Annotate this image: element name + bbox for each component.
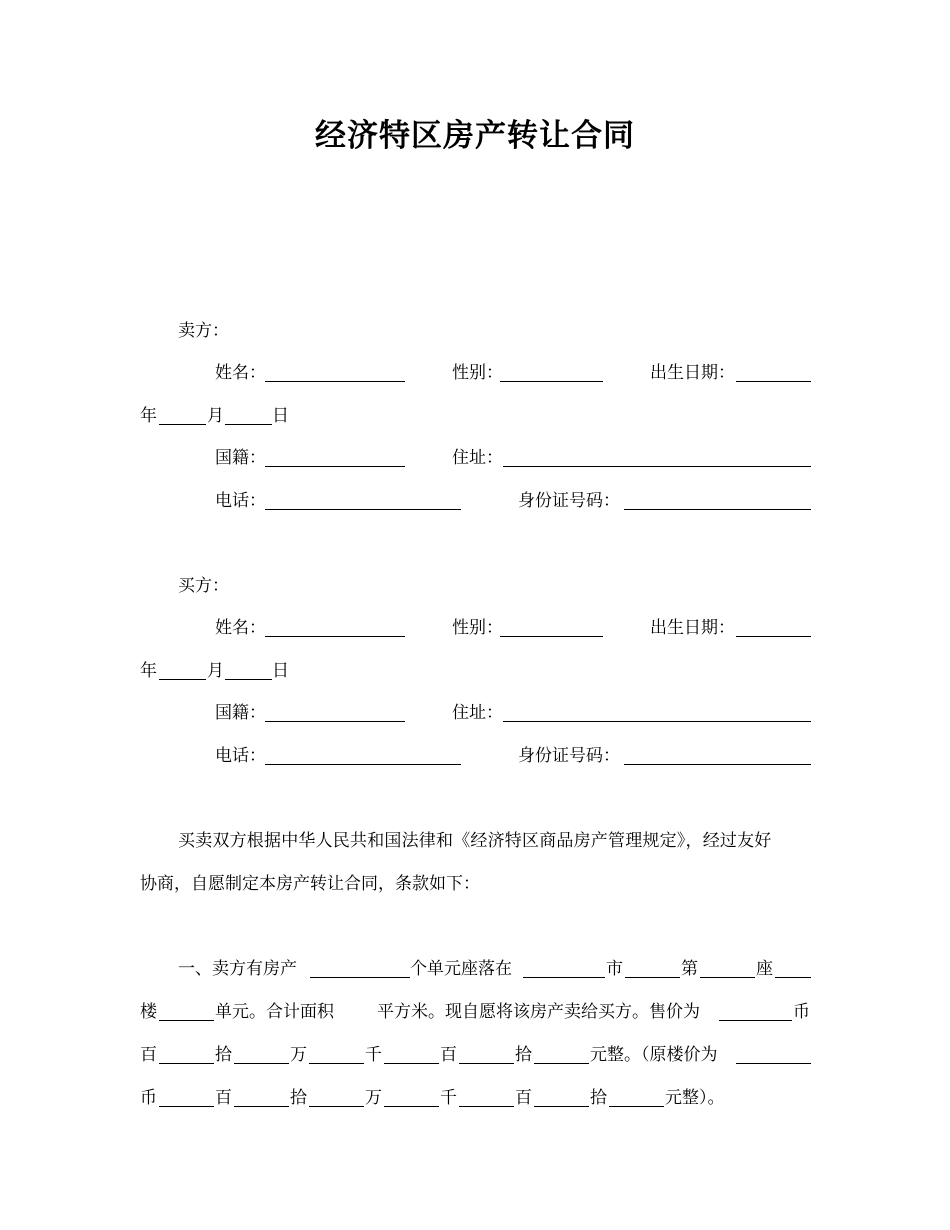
clause1-l2-a: 楼 [140,1002,157,1022]
clause1-price-field-2[interactable] [234,1045,289,1064]
buyer-phone-field[interactable] [265,746,461,765]
buyer-name-field[interactable] [265,618,405,637]
clause1-price-field-1[interactable] [159,1045,214,1064]
clause1-price-field-5[interactable] [459,1045,514,1064]
clause1-l3-b: 拾 [215,1045,232,1065]
buyer-heading: 买方： [178,576,229,596]
clause1-city-field[interactable] [625,959,680,978]
clause1-building-field[interactable] [775,959,811,978]
seller-day-label: 日 [272,406,289,426]
seller-address-label: 住址： [452,448,503,468]
buyer-birth-month-field[interactable] [159,661,206,680]
seller-name-field[interactable] [265,363,405,382]
buyer-phone-label: 电话： [215,746,266,766]
clause1-l1-b: 个单元座落在 [410,959,512,979]
seller-birth-day-field[interactable] [225,406,272,425]
clause1-orig-field-2[interactable] [234,1088,289,1107]
seller-birth-label: 出生日期： [650,363,735,383]
clause1-l3-f: 拾 [515,1045,532,1065]
buyer-name-label: 姓名： [215,618,266,638]
clause1-location-field[interactable] [523,959,605,978]
seller-phone-label: 电话： [215,491,266,511]
clause1-l4-a: 币 [140,1088,157,1108]
clause1-l2-c: 平方米。现自愿将该房产卖给买方。售价为 [377,1002,700,1022]
clause1-price-field-6[interactable] [534,1045,589,1064]
clause1-orig-field-1[interactable] [159,1088,214,1107]
seller-id-field[interactable] [624,491,811,510]
buyer-id-field[interactable] [624,746,811,765]
buyer-day-label: 日 [272,661,289,681]
clause1-l1-c: 市 [606,959,623,979]
page-title: 经济特区房产转让合同 [315,118,635,154]
clause1-l1-a: 一、卖方有房产 [178,959,297,979]
intro-line-1: 买卖双方根据中华人民共和国法律和《经济特区商品房产管理规定》，经过友好 [178,831,772,851]
seller-gender-field[interactable] [500,363,603,382]
seller-address-field[interactable] [503,448,811,467]
clause1-original-currency-field[interactable] [736,1045,811,1064]
intro-line-2: 协商，自愿制定本房产转让合同，条款如下： [140,874,480,894]
clause1-price-field-3[interactable] [309,1045,364,1064]
buyer-year-label: 年 [140,661,157,681]
clause1-l2-b: 单元。合计面积 [215,1002,334,1022]
clause1-l1-d: 第 [681,959,698,979]
seller-nationality-field[interactable] [265,448,405,467]
clause1-price-field-4[interactable] [384,1045,439,1064]
clause1-l4-g: 拾 [590,1088,607,1108]
buyer-gender-label: 性别： [452,618,503,638]
clause1-orig-field-3[interactable] [309,1088,364,1107]
clause1-currency-field[interactable] [719,1002,792,1021]
buyer-month-label: 月 [207,661,224,681]
seller-month-label: 月 [207,406,224,426]
buyer-gender-field[interactable] [500,618,603,637]
buyer-birth-label: 出生日期： [650,618,735,638]
clause1-l4-d: 万 [365,1088,382,1108]
buyer-id-label: 身份证号码： [518,746,620,766]
clause1-l4-f: 百 [515,1088,532,1108]
buyer-address-field[interactable] [503,703,811,722]
clause1-l3-d: 千 [365,1045,382,1065]
clause1-block-field[interactable] [700,959,755,978]
clause1-l3-a: 百 [140,1045,157,1065]
seller-birth-month-field[interactable] [159,406,206,425]
clause1-orig-field-5[interactable] [459,1088,514,1107]
clause1-floor-field[interactable] [159,1002,214,1021]
buyer-birth-day-field[interactable] [225,661,272,680]
clause1-l4-c: 拾 [290,1088,307,1108]
seller-nationality-label: 国籍： [215,448,266,468]
seller-phone-field[interactable] [265,491,461,510]
clause1-l4-b: 百 [215,1088,232,1108]
buyer-nationality-field[interactable] [265,703,405,722]
clause1-l4-h: 元整）。 [665,1088,725,1108]
buyer-nationality-label: 国籍： [215,703,266,723]
seller-gender-label: 性别： [452,363,503,383]
buyer-birth-year-field[interactable] [736,618,811,637]
seller-heading: 卖方： [178,321,229,341]
clause1-orig-field-7[interactable] [609,1088,664,1107]
clause1-l3-g: 元整。（原楼价为 [590,1045,718,1065]
seller-year-label: 年 [140,406,157,426]
clause1-units-field[interactable] [310,959,410,978]
seller-id-label: 身份证号码： [518,491,620,511]
clause1-l3-c: 万 [290,1045,307,1065]
seller-name-label: 姓名： [215,363,266,383]
clause1-l1-e: 座 [756,959,773,979]
clause1-l3-e: 百 [440,1045,457,1065]
clause1-orig-field-4[interactable] [384,1088,439,1107]
clause1-l4-e: 千 [440,1088,457,1108]
buyer-address-label: 住址： [452,703,503,723]
clause1-l2-d: 币 [793,1002,810,1022]
seller-birth-year-field[interactable] [736,363,811,382]
clause1-orig-field-6[interactable] [534,1088,589,1107]
